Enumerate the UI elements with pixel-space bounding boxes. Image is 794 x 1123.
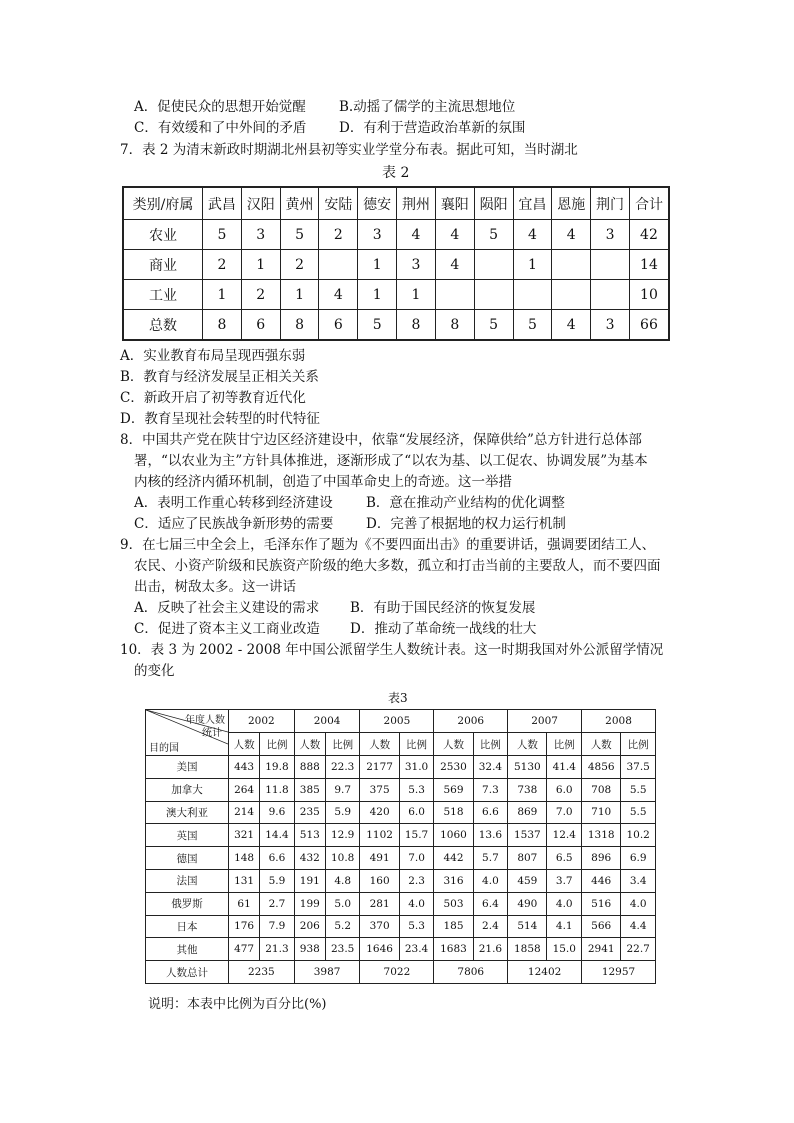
table2-cell: 14 — [629, 250, 669, 280]
table3-cell: 31.0 — [399, 756, 434, 779]
table3-cell: 12.9 — [325, 824, 360, 847]
table2-row — [123, 220, 669, 250]
table3-total-cell: 3987 — [294, 961, 360, 984]
table2-cell: 8 — [280, 310, 319, 341]
table3-cell: 1858 — [508, 938, 547, 961]
table2-header-cell: 合计 — [629, 187, 669, 220]
table2-cell: 1 — [241, 250, 280, 280]
q8-options-row-2 — [134, 515, 734, 533]
table2-row-label: 商业 — [123, 250, 203, 280]
table3-cell: 516 — [582, 892, 621, 915]
table3-subheader-cell: 比例 — [325, 733, 360, 756]
q6-option-d: D．有利于营造政治革新的氛围 — [339, 120, 526, 136]
q9-option-d: D．推动了革命统一战线的壮大 — [350, 621, 537, 637]
table3-cell: 185 — [434, 915, 473, 938]
table3-cell: 206 — [294, 915, 325, 938]
table3-corner-top: 年度人数 — [185, 715, 225, 726]
table3-row — [146, 915, 656, 938]
table3-cell: 7.0 — [547, 801, 582, 824]
table3-cell: 518 — [434, 801, 473, 824]
table2-cell — [552, 250, 591, 280]
table3-cell: 370 — [360, 915, 399, 938]
table2-row — [123, 250, 669, 280]
table3-total-cell: 2235 — [229, 961, 295, 984]
table3-total-cell: 7806 — [434, 961, 508, 984]
table2-cell: 1 — [358, 280, 397, 310]
table3-corner-bottom: 目的国 — [149, 743, 179, 754]
q8-option-c: C．适应了民族战争新形势的需要 — [134, 516, 334, 532]
table3-row — [146, 778, 656, 801]
table3-country-cell: 加拿大 — [146, 778, 229, 801]
q6-option-c: C．有效缓和了中外间的矛盾 — [134, 120, 307, 136]
q9-options-row-2 — [134, 620, 734, 638]
table3-cell: 503 — [434, 892, 473, 915]
table3-subheader-cell: 比例 — [473, 733, 508, 756]
table3-country-cell: 法国 — [146, 869, 229, 892]
table3-cell: 432 — [294, 847, 325, 870]
q8-stem-line-1: 8．中国共产党在陕甘宁边区经济建设中，依靠“发展经济，保障供给”总方针进行总体部 — [120, 432, 642, 448]
table3-cell: 6.0 — [547, 778, 582, 801]
table3-year-cell: 2006 — [434, 710, 508, 733]
table3-cell: 442 — [434, 847, 473, 870]
table3-cell: 148 — [229, 847, 260, 870]
table3-cell: 5.7 — [473, 847, 508, 870]
table3-cell: 176 — [229, 915, 260, 938]
table3-subheader-cell: 人数 — [360, 733, 399, 756]
table2-cell: 4 — [435, 220, 474, 250]
table2-cell — [591, 250, 630, 280]
table2-cell: 5 — [203, 220, 242, 250]
table2-cell — [513, 280, 552, 310]
table3-cell: 708 — [582, 778, 621, 801]
table3-cell: 15.0 — [547, 938, 582, 961]
table2-header-cell: 武昌 — [203, 187, 242, 220]
table2-header-cell: 陨阳 — [474, 187, 513, 220]
table3-cell: 1683 — [434, 938, 473, 961]
table-2 — [122, 186, 670, 341]
table3-row — [146, 847, 656, 870]
q9-stem-line-2: 农民、小资产阶级和民族资产阶级的绝大多数，孤立和打击当前的主要敌人，而不要四面 — [134, 558, 661, 574]
table3-cell: 41.4 — [547, 756, 582, 779]
table3-cell: 443 — [229, 756, 260, 779]
table3-subheader-cell: 人数 — [434, 733, 473, 756]
table3-year-cell: 2005 — [360, 710, 434, 733]
table2-cell: 2 — [203, 250, 242, 280]
table3-cell: 3.4 — [621, 869, 656, 892]
table3-cell: 5.5 — [621, 801, 656, 824]
q6-option-a: A．促使民众的思想开始觉醒 — [134, 99, 306, 115]
table2-header-cell: 荆州 — [397, 187, 436, 220]
table2-header-cell: 黄州 — [280, 187, 319, 220]
table2-header-cell: 恩施 — [552, 187, 591, 220]
table3-year-header-row — [146, 710, 656, 733]
q6-option-b: B.动摇了儒学的主流思想地位 — [339, 99, 516, 115]
table3-subheader-cell: 比例 — [547, 733, 582, 756]
table3-subheader-cell: 比例 — [260, 733, 295, 756]
table3-year-cell: 2004 — [294, 710, 360, 733]
q8-stem-line-3: 内核的经济内循环机制，创造了中国革命史上的奇迹。这一举措 — [134, 474, 512, 490]
table2-header-row — [123, 187, 669, 220]
table3-cell: 14.4 — [260, 824, 295, 847]
table3-cell: 513 — [294, 824, 325, 847]
table3-cell: 7.3 — [473, 778, 508, 801]
q7-option-b: B．教育与经济发展呈正相关关系 — [120, 369, 319, 385]
table2-header-cell: 襄阳 — [435, 187, 474, 220]
table3-row — [146, 801, 656, 824]
table3-cell: 566 — [582, 915, 621, 938]
q7-option-d: D．教育呈现社会转型的时代特征 — [120, 411, 320, 427]
table3-cell: 2.3 — [399, 869, 434, 892]
q9-option-b: B．有助于国民经济的恢复发展 — [350, 600, 536, 616]
table3-cell: 5.9 — [325, 801, 360, 824]
table3-subheader-cell: 比例 — [399, 733, 434, 756]
table3-cell: 6.6 — [260, 847, 295, 870]
table3-cell: 316 — [434, 869, 473, 892]
table3-corner-cell — [146, 710, 229, 756]
q8-option-d: D．完善了根据地的权力运行机制 — [366, 516, 566, 532]
table3-cell: 7.9 — [260, 915, 295, 938]
table3-cell: 1060 — [434, 824, 473, 847]
table3-cell: 6.9 — [621, 847, 656, 870]
table3-cell: 4.0 — [547, 892, 582, 915]
table3-note: 说明：本表中比例为百分比(%) — [148, 997, 327, 1012]
table2-cell: 3 — [591, 310, 630, 341]
table2-cell: 1 — [203, 280, 242, 310]
table3-cell: 191 — [294, 869, 325, 892]
table3-cell: 2941 — [582, 938, 621, 961]
q6-options-row-2 — [134, 119, 734, 137]
table2-header-cell: 汉阳 — [241, 187, 280, 220]
table3-cell: 514 — [508, 915, 547, 938]
table3-cell: 5.0 — [325, 892, 360, 915]
table3-corner-mid: 统计 — [202, 728, 222, 739]
table3-cell: 131 — [229, 869, 260, 892]
table3-year-cell: 2002 — [229, 710, 295, 733]
table2-caption: 表 2 — [382, 165, 410, 181]
table-3 — [145, 709, 656, 984]
table2-row-label: 总数 — [123, 310, 203, 341]
q9-option-a: A．反映了社会主义建设的需求 — [134, 600, 320, 616]
table3-cell: 491 — [360, 847, 399, 870]
table2-cell: 6 — [319, 310, 358, 341]
table2-cell — [474, 250, 513, 280]
q9-option-c: C．促进了资本主义工商业改造 — [134, 621, 320, 637]
table3-cell: 32.4 — [473, 756, 508, 779]
q8-stem-line-2: 署，“以农业为主”方针具体推进，逐渐形成了“以农为基、以工促农、协调发展”为基本 — [134, 453, 648, 469]
table3-cell: 5.3 — [399, 915, 434, 938]
q9-stem-line-1: 9．在七届三中全会上，毛泽东作了题为《不要四面出击》的重要讲话，强调要团结工人、 — [120, 537, 656, 553]
table3-cell: 6.4 — [473, 892, 508, 915]
table2-header-cell: 类别/府属 — [123, 187, 203, 220]
table3-cell: 11.8 — [260, 778, 295, 801]
table3-cell: 2177 — [360, 756, 399, 779]
table2-header-cell: 荆门 — [591, 187, 630, 220]
table3-cell: 807 — [508, 847, 547, 870]
table3-total-row — [146, 961, 656, 984]
table2-cell: 4 — [397, 220, 436, 250]
table2-cell: 5 — [358, 310, 397, 341]
table3-country-cell: 美国 — [146, 756, 229, 779]
table3-country-cell: 英国 — [146, 824, 229, 847]
table3-row — [146, 938, 656, 961]
table3-cell: 738 — [508, 778, 547, 801]
table3-cell: 896 — [582, 847, 621, 870]
table3-cell: 4.0 — [473, 869, 508, 892]
table3-total-cell: 12402 — [508, 961, 582, 984]
table3-cell: 6.0 — [399, 801, 434, 824]
table3-cell: 375 — [360, 778, 399, 801]
table2-cell: 4 — [435, 250, 474, 280]
table2-cell: 42 — [629, 220, 669, 250]
q7-option-a: A．实业教育布局呈现西强东弱 — [120, 348, 306, 364]
table3-cell: 13.6 — [473, 824, 508, 847]
table2-row — [123, 280, 669, 310]
table3-cell: 12.4 — [547, 824, 582, 847]
table3-cell: 1646 — [360, 938, 399, 961]
table3-year-cell: 2007 — [508, 710, 582, 733]
table2-cell: 3 — [591, 220, 630, 250]
table2-cell: 1 — [513, 250, 552, 280]
table3-cell: 1318 — [582, 824, 621, 847]
table3-cell: 446 — [582, 869, 621, 892]
q10-stem-line-2: 的变化 — [134, 663, 175, 679]
table2-cell: 2 — [319, 220, 358, 250]
table2-cell: 4 — [552, 310, 591, 341]
table3-subheader-cell: 比例 — [621, 733, 656, 756]
table3-cell: 2.7 — [260, 892, 295, 915]
table3-cell: 490 — [508, 892, 547, 915]
table3-cell: 5.3 — [399, 778, 434, 801]
table2-cell — [591, 280, 630, 310]
table3-cell: 19.8 — [260, 756, 295, 779]
q9-stem-line-3: 出击，树敌太多。这一讲话 — [134, 579, 296, 595]
q7-option-c: C．新政开启了初等教育近代化 — [120, 390, 306, 406]
table3-total-cell: 7022 — [360, 961, 434, 984]
table2-cell: 1 — [397, 280, 436, 310]
table3-cell: 9.7 — [325, 778, 360, 801]
table2-cell: 5 — [280, 220, 319, 250]
table2-cell: 1 — [358, 250, 397, 280]
table3-cell: 2.4 — [473, 915, 508, 938]
q8-options-row-1 — [134, 494, 734, 512]
table2-cell: 8 — [203, 310, 242, 341]
table2-cell — [435, 280, 474, 310]
table3-cell: 23.5 — [325, 938, 360, 961]
table2-header-cell: 安陆 — [319, 187, 358, 220]
table2-cell: 2 — [280, 250, 319, 280]
table3-total-cell: 12957 — [582, 961, 656, 984]
table2-cell — [474, 280, 513, 310]
table3-cell: 5.5 — [621, 778, 656, 801]
q10-stem-line-1: 10．表 3 为 2002 - 2008 年中国公派留学生人数统计表。这一时期我国对外公派留学情况 — [120, 642, 664, 658]
table3-cell: 420 — [360, 801, 399, 824]
table3-cell: 710 — [582, 801, 621, 824]
table2-cell: 2 — [241, 280, 280, 310]
table3-cell: 5130 — [508, 756, 547, 779]
table3-cell: 4856 — [582, 756, 621, 779]
table2-cell — [552, 280, 591, 310]
table3-cell: 21.6 — [473, 938, 508, 961]
table3-cell: 9.6 — [260, 801, 295, 824]
table2-cell: 3 — [241, 220, 280, 250]
table3-subheader-cell: 人数 — [508, 733, 547, 756]
table3-cell: 888 — [294, 756, 325, 779]
table3-country-cell: 其他 — [146, 938, 229, 961]
table2-cell: 8 — [435, 310, 474, 341]
table2-row-label: 工业 — [123, 280, 203, 310]
table3-cell: 22.3 — [325, 756, 360, 779]
table3-cell: 235 — [294, 801, 325, 824]
table3-cell: 5.9 — [260, 869, 295, 892]
table2-header-cell: 德安 — [358, 187, 397, 220]
table3-cell: 214 — [229, 801, 260, 824]
table2-header-cell: 宜昌 — [513, 187, 552, 220]
table3-cell: 22.7 — [621, 938, 656, 961]
q8-option-a: A．表明工作重心转移到经济建设 — [134, 495, 333, 511]
table3-row — [146, 824, 656, 847]
table3-cell: 869 — [508, 801, 547, 824]
table3-caption: 表3 — [388, 691, 408, 705]
table3-cell: 264 — [229, 778, 260, 801]
table3-cell: 7.0 — [399, 847, 434, 870]
table3-country-cell: 日本 — [146, 915, 229, 938]
table3-cell: 385 — [294, 778, 325, 801]
table2-cell: 5 — [474, 220, 513, 250]
q6-options-row-1 — [134, 98, 734, 116]
table3-cell: 4.0 — [621, 892, 656, 915]
q8-option-b: B．意在推动产业结构的优化调整 — [366, 495, 565, 511]
table3-cell: 3.7 — [547, 869, 582, 892]
table3-cell: 4.0 — [399, 892, 434, 915]
table2-cell: 4 — [552, 220, 591, 250]
table2-cell: 5 — [474, 310, 513, 341]
table3-country-cell: 俄罗斯 — [146, 892, 229, 915]
table3-cell: 10.2 — [621, 824, 656, 847]
table3-year-cell: 2008 — [582, 710, 656, 733]
table3-cell: 61 — [229, 892, 260, 915]
table3-cell: 4.8 — [325, 869, 360, 892]
table3-cell: 5.2 — [325, 915, 360, 938]
table3-cell: 477 — [229, 938, 260, 961]
table3-cell: 15.7 — [399, 824, 434, 847]
table3-cell: 4.4 — [621, 915, 656, 938]
table3-cell: 6.6 — [473, 801, 508, 824]
table3-cell: 2530 — [434, 756, 473, 779]
table2-row — [123, 310, 669, 341]
table2-cell: 5 — [513, 310, 552, 341]
table3-subheader-cell: 人数 — [582, 733, 621, 756]
table3-total-label: 人数总计 — [146, 961, 229, 984]
table2-cell: 1 — [280, 280, 319, 310]
table2-cell — [319, 250, 358, 280]
table2-cell: 3 — [358, 220, 397, 250]
table2-cell: 66 — [629, 310, 669, 341]
table3-cell: 321 — [229, 824, 260, 847]
table3-cell: 37.5 — [621, 756, 656, 779]
table3-cell: 6.5 — [547, 847, 582, 870]
table3-row — [146, 892, 656, 915]
table2-cell: 4 — [319, 280, 358, 310]
table3-cell: 459 — [508, 869, 547, 892]
table3-cell: 10.8 — [325, 847, 360, 870]
table3-cell: 23.4 — [399, 938, 434, 961]
table3-cell: 160 — [360, 869, 399, 892]
table2-cell: 8 — [397, 310, 436, 341]
table3-row — [146, 756, 656, 779]
table3-cell: 938 — [294, 938, 325, 961]
table3-cell: 1102 — [360, 824, 399, 847]
table3-cell: 4.1 — [547, 915, 582, 938]
table2-cell: 6 — [241, 310, 280, 341]
table3-cell: 199 — [294, 892, 325, 915]
table2-cell: 4 — [513, 220, 552, 250]
table2-cell: 3 — [397, 250, 436, 280]
table3-cell: 1537 — [508, 824, 547, 847]
table3-country-cell: 德国 — [146, 847, 229, 870]
q9-options-row-1 — [134, 599, 734, 617]
table3-cell: 21.3 — [260, 938, 295, 961]
table3-cell: 281 — [360, 892, 399, 915]
table3-country-cell: 澳大利亚 — [146, 801, 229, 824]
table2-row-label: 农业 — [123, 220, 203, 250]
table3-cell: 569 — [434, 778, 473, 801]
table3-subheader-cell: 人数 — [294, 733, 325, 756]
table3-subheader-cell: 人数 — [229, 733, 260, 756]
q7-stem: 7．表 2 为清末新政时期湖北州县初等实业学堂分布表。据此可知，当时湖北 — [120, 142, 578, 158]
table2-cell: 10 — [629, 280, 669, 310]
table3-row — [146, 869, 656, 892]
